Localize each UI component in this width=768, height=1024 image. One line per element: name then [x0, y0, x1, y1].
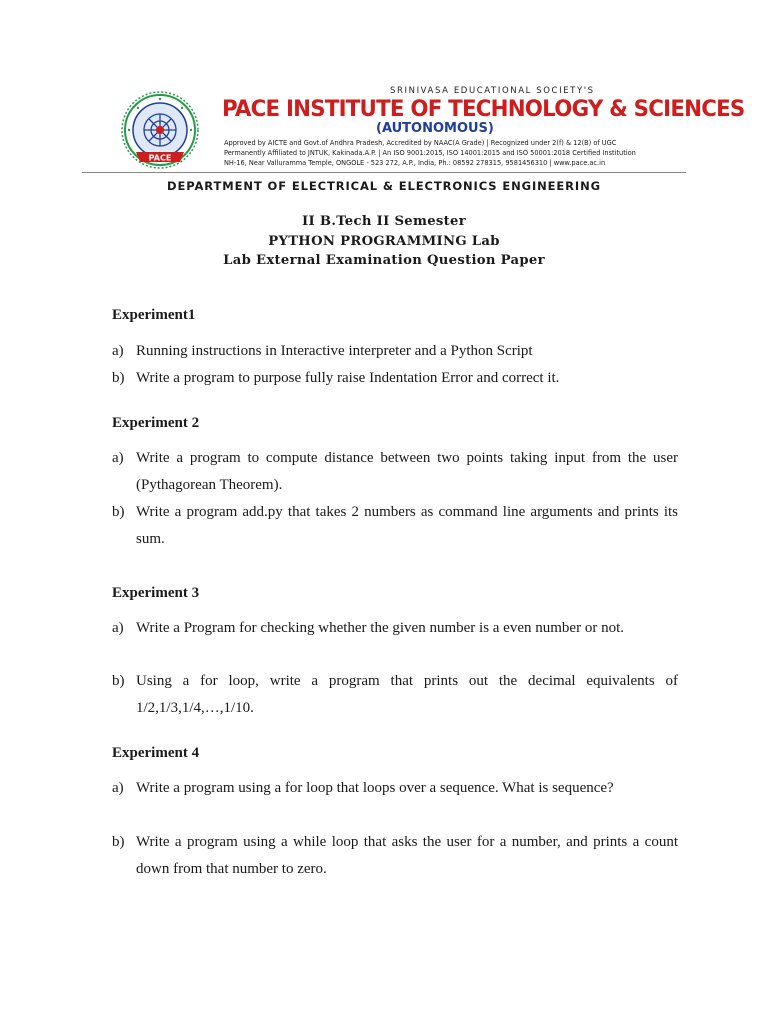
question-item: [112, 445, 678, 499]
item-marker: a): [112, 343, 124, 359]
svg-text:PACE: PACE: [148, 153, 172, 163]
item-marker: b): [112, 673, 125, 689]
experiment-heading: Experiment 3: [112, 585, 200, 601]
question-item: [112, 615, 678, 642]
institute-logo: [118, 90, 216, 170]
item-marker: b): [112, 504, 125, 520]
approval-details: [224, 138, 636, 169]
department-name: DEPARTMENT OF ELECTRICAL & ELECTRONICS ENGINEERING: [167, 179, 601, 193]
item-text: Running instructions in Interactive interpreter and a Python Script: [136, 343, 533, 359]
paper-title: [0, 212, 768, 271]
item-text: Write a program using a while loop that asks the user for a number, and prints a count down from that number to zero.: [136, 834, 678, 877]
item-text: Write a program to purpose fully raise Indentation Error and correct it.: [136, 370, 560, 386]
question-item: [112, 338, 678, 365]
experiment-heading: Experiment 2: [112, 415, 200, 431]
item-text: Write a program to compute distance between two points taking input from the user (Pythagorean Theorem).: [136, 450, 678, 493]
item-text: Write a program using a for loop that loops over a sequence. What is sequence?: [136, 780, 614, 796]
item-marker: b): [112, 834, 125, 850]
item-marker: a): [112, 780, 124, 796]
question-item: [112, 775, 678, 802]
item-text: Write a Program for checking whether the given number is a even number or not.: [136, 620, 624, 636]
autonomous-status: (AUTONOMOUS): [376, 121, 494, 136]
item-marker: a): [112, 620, 124, 636]
title-line: Lab External Examination Question Paper: [223, 253, 545, 268]
question-item: [112, 829, 678, 883]
item-marker: b): [112, 370, 125, 386]
item-text: Write a program add.py that takes 2 numbers as command line arguments and prints its sum.: [136, 504, 678, 547]
approval-line: Approved by AICTE and Govt.of Andhra Pradesh, Accredited by NAAC(A Grade) | Recognized under 2(f) & 12(B) of UGC: [224, 139, 617, 147]
experiment-heading: Experiment1: [112, 307, 196, 323]
title-line: II B.Tech II Semester: [302, 214, 466, 229]
question-item: [112, 668, 678, 722]
society-name: SRINIVASA EDUCATIONAL SOCIETY'S: [390, 86, 595, 96]
experiment-heading: Experiment 4: [112, 745, 200, 761]
item-text: Using a for loop, write a program that prints out the decimal equivalents of 1/2,1/3,1/4,…,1/10.: [136, 673, 678, 716]
question-item: [112, 365, 678, 392]
header-divider: [82, 172, 686, 173]
approval-line: NH-16, Near Valluramma Temple, ONGOLE - 523 272, A.P., India, Ph.: 08592 278315, 9581456310 | www.pace.ac.in: [224, 159, 606, 168]
title-line: PYTHON PROGRAMMING Lab: [268, 233, 500, 249]
letterhead: [118, 78, 745, 170]
approval-line: Permanently Affiliated to JNTUK, Kakinada.A.P. | An ISO 9001:2015, ISO 14001:2015 and ISO 50001:2018 Certified Institution: [224, 149, 636, 158]
question-item: [112, 499, 678, 553]
institute-name: PACE INSTITUTE OF TECHNOLOGY & SCIENCES: [222, 97, 745, 122]
item-marker: a): [112, 450, 124, 466]
